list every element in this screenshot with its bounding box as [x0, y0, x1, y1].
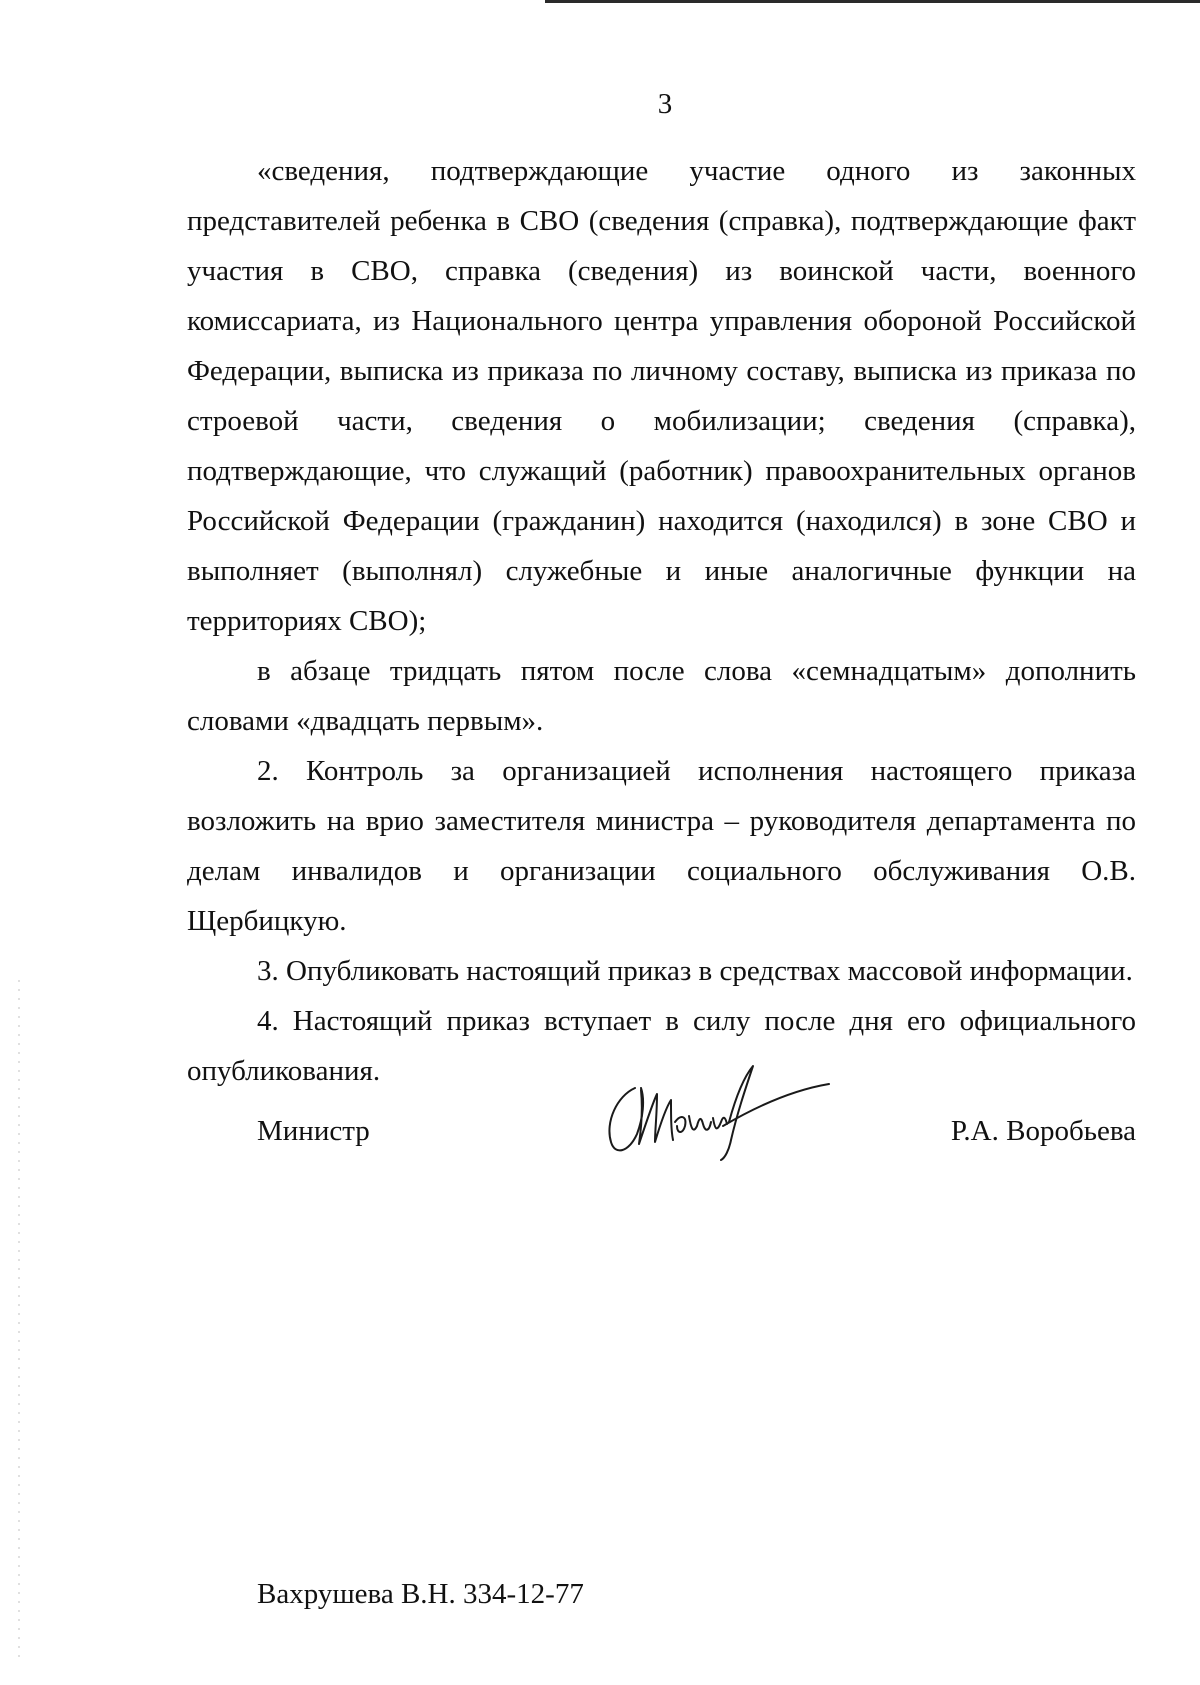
top-border-line [545, 0, 1200, 3]
paragraph-control: 2. Контроль за организацией исполнения настоящего приказа возложить на врио заместителя министра – руководителя департамента по делам инвалидов и организации социального обслуживания О.В. Щербицкую. [187, 755, 1136, 937]
document-body [187, 146, 1136, 1096]
page-number: 3 [657, 88, 673, 120]
paragraph-publish: 3. Опубликовать настоящий приказ в средствах массовой информации. [257, 955, 1133, 987]
handwritten-signature-icon [597, 1060, 837, 1170]
signer-name: Р.А. Воробьева [950, 1115, 1136, 1147]
paragraph-evidence-list: «сведения, подтверждающие участие одного из законных представителей ребенка в СВО (сведения (справка), подтверждающие факт участия в СВО, справка (сведения) из воинской части, военного комиссариата, из Национального центра управления обороной Российской Федерации, выписка из приказа по личному составу, выписка из приказа по строевой части, сведения о мобилизации; сведения (справка), подтверждающие, что служащий (работник) правоохранительных органов Российской Федерации (гражданин) находится (находился) в зоне СВО и выполняет (выполнял) служебные и иные аналогичные функции на территориях СВО); [187, 155, 1136, 637]
contact-info: Вахрушева В.Н. 334-12-77 [257, 1578, 584, 1610]
signature-block [187, 1040, 1136, 1147]
paragraph-amendment: в абзаце тридцать пятом после слова «семнадцатым» дополнить словами «двадцать первым». [187, 655, 1136, 737]
paragraph-effective-date: 4. Настоящий приказ вступает в силу после дня его официального опубликования. [187, 1005, 1136, 1087]
signer-title: Министр [257, 1115, 370, 1147]
scan-edge-artifact [18, 980, 20, 1660]
